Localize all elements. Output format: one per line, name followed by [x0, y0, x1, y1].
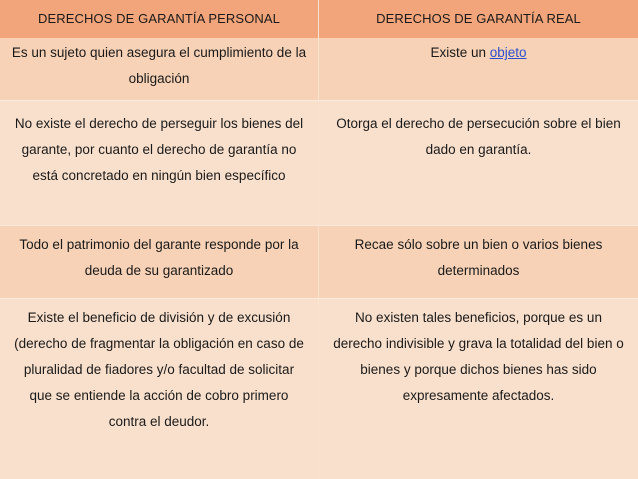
table-row: [0, 101, 638, 225]
cell-line: garante, por cuanto el derecho de garantía no: [21, 142, 297, 157]
table-row: [0, 38, 638, 100]
cell-personal: [0, 38, 319, 100]
cell-line: que se entiende la acción de cobro primero: [29, 388, 289, 403]
objeto-link[interactable]: objeto: [489, 45, 527, 60]
cell-personal: [0, 226, 319, 298]
cell-line: obligación: [128, 71, 190, 86]
cell-line: Todo el patrimonio del garante responde por la: [19, 237, 299, 252]
header-personal: DERECHOS DE GARANTÍA PERSONAL: [0, 0, 319, 38]
cell-line: [319, 40, 638, 66]
cell-real: [319, 299, 638, 479]
cell-line: (derecho de fragmentar la obligación en caso de: [14, 336, 304, 351]
cell-line: Es un sujeto quien asegura el cumplimiento de la: [11, 45, 307, 60]
cell-line: Recae sólo sobre un bien o varios bienes: [354, 237, 603, 252]
cell-line: No existen tales beneficios, porque es un: [355, 310, 602, 325]
header-real: DERECHOS DE GARANTÍA REAL: [376, 11, 581, 26]
cell-line: bienes y porque dichos bienes has sido: [360, 362, 597, 377]
cell-line: expresamente afectados.: [402, 388, 555, 403]
cell-line: dado en garantía.: [425, 142, 532, 157]
cell-real: [319, 38, 638, 100]
cell-line: derecho indivisible y grava la totalidad del bien o: [333, 336, 624, 351]
cell-line: pluralidad de fiadores y/o facultad de solicitar: [23, 362, 295, 377]
cell-real: [319, 101, 638, 225]
cell-personal: [0, 299, 319, 479]
cell-line: determinados: [437, 263, 520, 278]
cell-line: contra el deudor.: [108, 414, 210, 429]
cell-real: [319, 226, 638, 298]
cell-line: Existe el beneficio de división y de excusión: [27, 310, 291, 325]
table-header-row: [0, 0, 638, 38]
table-row: [0, 299, 638, 479]
cell-line: Otorga el derecho de persecución sobre el bien: [336, 116, 621, 131]
cell-line: está concretado en ningún bien específico: [32, 168, 286, 183]
cell-text: Existe un: [430, 45, 490, 60]
cell-personal: [0, 101, 319, 225]
cell-line: No existe el derecho de perseguir los bienes del: [14, 116, 304, 131]
table-row: [0, 226, 638, 298]
cell-line: deuda de su garantizado: [84, 263, 234, 278]
